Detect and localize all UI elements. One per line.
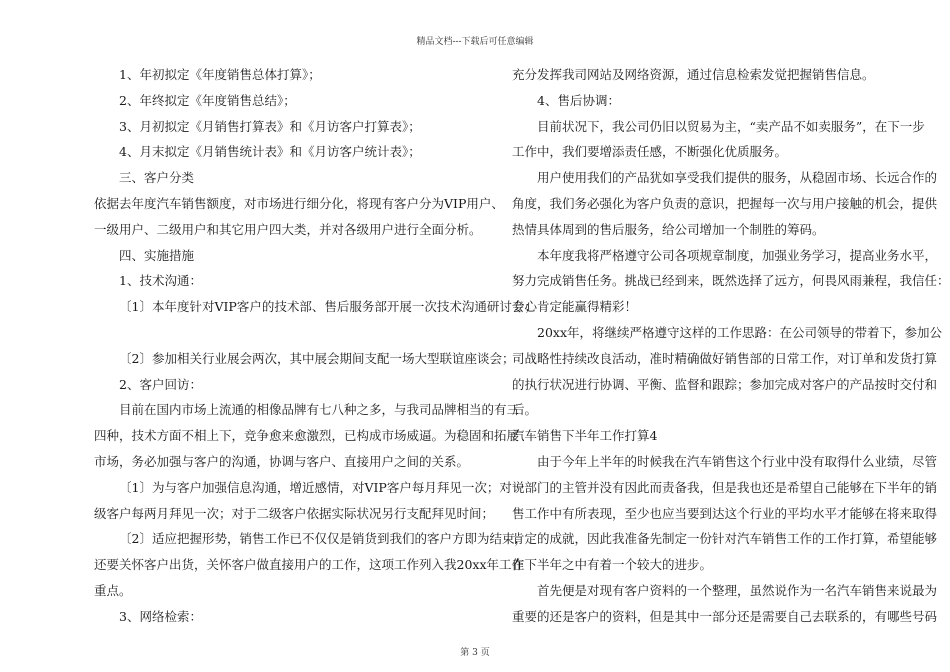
text-line: 的执行状况进行协调、平衡、监督和跟踪；参加完成对客户的产品按时交付和 (512, 376, 938, 392)
text-line: 努力完成销售任务。挑战已经到来，既然选择了远方，何畏风雨兼程，我信任： (512, 273, 950, 289)
text-line: 2、年终拟定《年度销售总结》； (119, 92, 296, 108)
text-line: 首先便是对现有客户资料的一个整理，虽然说作为一名汽车销售来说最为 (537, 582, 938, 598)
page-header: 精品文档---下载后可任意编辑 (416, 37, 534, 47)
text-line: 还要关怀客户出货，关怀客户做直接用户的工作，这项工作列入我20xx年工作 (94, 557, 525, 573)
text-line: 由于今年上半年的时候我在汽车销售这个行业中没有取得什么业绩，尽管 (537, 453, 938, 469)
text-line: 〔1〕本年度针对VIP客户的技术部、售后服务部开展一次技术沟通研讨会； (119, 299, 537, 315)
text-line: 级客户每两月拜见一次；对于二级客户依据实际状况另行支配拜见时间； (94, 505, 495, 521)
text-line: 四种，技术方面不相上下，竞争愈来愈激烈，已构成市场威逼。为稳固和拓展 (94, 428, 520, 444)
page-number: 第 3 页 (460, 648, 490, 658)
text-line: 在下半年之中有着一个较大的进步。 (512, 557, 713, 573)
text-line: 4、月末拟定《月销售统计表》和《月访客户统计表》； (119, 144, 421, 160)
text-line: 〔1〕为与客户加强信息沟通，增近感情，对VIP客户每月拜见一次；对一 (119, 479, 525, 495)
text-line: 后。 (512, 402, 538, 418)
text-line: 三、客户分类 (119, 170, 195, 186)
text-line: 热情具体周到的售后服务，给公司增加一个制胜的筹码。 (512, 221, 825, 237)
text-line: 4、售后协调： (537, 92, 620, 108)
text-line: 依据去年度汽车销售额度，对市场进行细分化，将现有客户分为VIP用户、 (94, 195, 504, 211)
text-line: 售工作中有所表现，至少也应当要到达这个行业的平均水平才能够在将来取得 (512, 505, 938, 521)
text-line: 目前在国内市场上流通的相像品牌有七八种之多，与我司品牌相当的有三 (119, 402, 520, 418)
text-line: 四、实施措施 (119, 247, 195, 263)
text-line: 1、年初拟定《年度销售总体打算》； (119, 67, 321, 82)
text-line: 司战略性持续改良活动，准时精确做好销售部的日常工作，对订单和发货打算 (512, 350, 938, 366)
right-column (512, 62, 950, 630)
text-line: 充分发挥我司网站及网络资源，通过信息检索发觉把握销售信息。 (512, 67, 875, 82)
text-line: 2、客户回访： (119, 376, 202, 392)
text-line: 说部门的主管并没有因此而责备我，但是我也还是希望自己能够在下半年的销 (512, 479, 938, 495)
text-line: 20xx年，将继续严格遵守这样的工作思路：在公司领导的带着下，参加公 (537, 324, 943, 340)
left-column (94, 62, 537, 630)
text-line: 重点。 (94, 582, 132, 598)
text-line: 工作中，我们要增添责任感，不断强化优质服务。 (512, 144, 788, 160)
text-line: 角度，我们务必强化为客户负责的意识，把握每一次与用户接触的机会，提供 (512, 195, 938, 211)
text-line: 重要的还是客户的资料，但是其中一部分还是需要自己去联系的，有哪些号码 (512, 608, 938, 624)
text-line: 〔2〕参加相关行业展会两次，其中展会期间支配一场大型联谊座谈会； (119, 350, 515, 366)
text-line: 本年度我将严格遵守公司各项规章制度，加强业务学习，提高业务水平， (537, 247, 938, 263)
text-line: 汽车销售下半年工作打算4 (512, 428, 658, 444)
text-line: 3、网络检索： (119, 608, 202, 624)
text-line: 一级用户、二级用户和其它用户四大类，并对各级用户进行全面分析。 (94, 221, 482, 237)
text-line: 目前状况下，我公司仍旧以贸易为主，“卖产品不如卖服务”，在下一步 (537, 118, 925, 134)
text-line: 1、技术沟通： (119, 273, 202, 289)
text-line: 用户使用我们的产品犹如享受我们提供的服务，从稳固市场、长远合作的 (537, 170, 938, 186)
text-line: 专心肯定能赢得精彩！ (512, 299, 638, 315)
text-line: 肯定的成就，因此我准备先制定一份针对汽车销售工作的工作打算，希望能够 (512, 531, 938, 547)
text-line: 市场，务必加强与客户的沟通，协调与客户、直接用户之间的关系。 (94, 453, 470, 469)
text-line: 3、月初拟定《月销售打算表》和《月访客户打算表》； (119, 118, 421, 134)
text-line (94, 320, 470, 346)
text-line: 〔2〕适应把握形势，销售工作已不仅仅是销货到我们的客户方即为结束， (119, 531, 527, 547)
